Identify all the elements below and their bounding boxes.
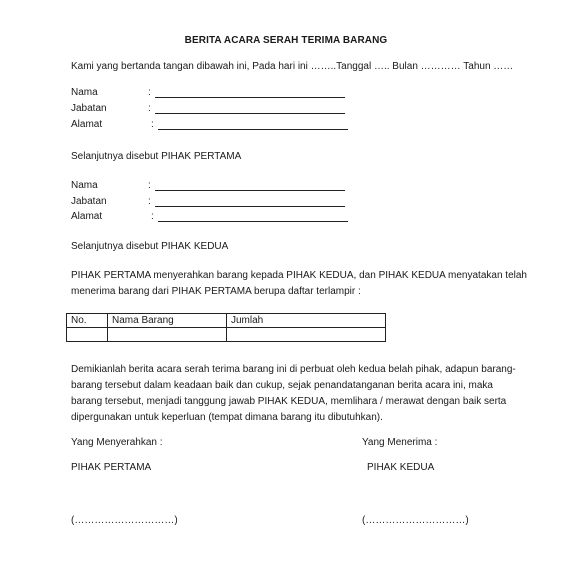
table-cell: [108, 328, 227, 342]
table-cell: [227, 328, 386, 342]
field-colon: :: [151, 119, 154, 130]
table-cell: [67, 328, 108, 342]
field-colon: :: [148, 196, 151, 207]
left-signature-role: Yang Menyerahkan :: [71, 437, 163, 448]
closing-line: Demikianlah berita acara serah terima barang ini di perbuat oleh kedua belah pihak, adapun barang-: [71, 364, 516, 375]
left-signature-party: PIHAK PERTAMA: [71, 462, 152, 473]
right-signature-blank: (…………………………): [362, 515, 469, 526]
field-label-nama: Nama: [71, 180, 98, 191]
nama-blank-line: [155, 180, 345, 191]
field-colon: :: [148, 103, 151, 114]
table-row: [67, 328, 386, 342]
first-party-caption: Selanjutnya disebut PIHAK PERTAMA: [71, 151, 242, 162]
nama-blank-line: [155, 87, 345, 98]
field-colon: :: [148, 87, 151, 98]
field-colon: :: [151, 211, 154, 222]
intro-line: Kami yang bertanda tangan dibawah ini, Pada hari ini ……..Tanggal ….. Bulan ………… Tahun ……: [71, 61, 514, 72]
second-party-caption: Selanjutnya disebut PIHAK KEDUA: [71, 241, 229, 252]
items-table: [66, 313, 386, 342]
statement-line: PIHAK PERTAMA menyerahkan barang kepada PIHAK KEDUA, dan PIHAK KEDUA menyatakan telah: [71, 270, 527, 281]
table-header-cell: No.: [67, 314, 108, 328]
alamat-blank-line: [158, 211, 348, 222]
document-title: BERITA ACARA SERAH TERIMA BARANG: [184, 35, 388, 46]
statement-line: menerima barang dari PIHAK PERTAMA berupa daftar terlampir :: [71, 286, 361, 297]
table-header-cell: Jumlah: [227, 314, 386, 328]
table-header-cell: Nama Barang: [108, 314, 227, 328]
right-signature-party: PIHAK KEDUA: [367, 462, 435, 473]
alamat-blank-line: [158, 119, 348, 130]
field-label-jabatan: Jabatan: [71, 196, 107, 207]
table-header-row: [67, 314, 386, 328]
closing-line: barang tersebut, menjadi tanggung jawab PIHAK KEDUA, memlihara / merawat dengan baik serta: [71, 396, 507, 407]
closing-line: dipergunakan untuk keperluan (tempat dimana barang itu dibutuhkan).: [71, 412, 383, 423]
right-signature-role: Yang Menerima :: [362, 437, 438, 448]
field-label-alamat: Alamat: [71, 119, 103, 130]
left-signature-blank: (…………………………): [71, 515, 178, 526]
jabatan-blank-line: [155, 196, 345, 207]
closing-line: barang tersebut dalam keadaan baik dan cukup, sejak penandatanganan berita acara ini, maka: [71, 380, 493, 391]
jabatan-blank-line: [155, 103, 345, 114]
field-label-jabatan: Jabatan: [71, 103, 107, 114]
field-label-nama: Nama: [71, 87, 98, 98]
field-colon: :: [148, 180, 151, 191]
field-label-alamat: Alamat: [71, 211, 103, 222]
